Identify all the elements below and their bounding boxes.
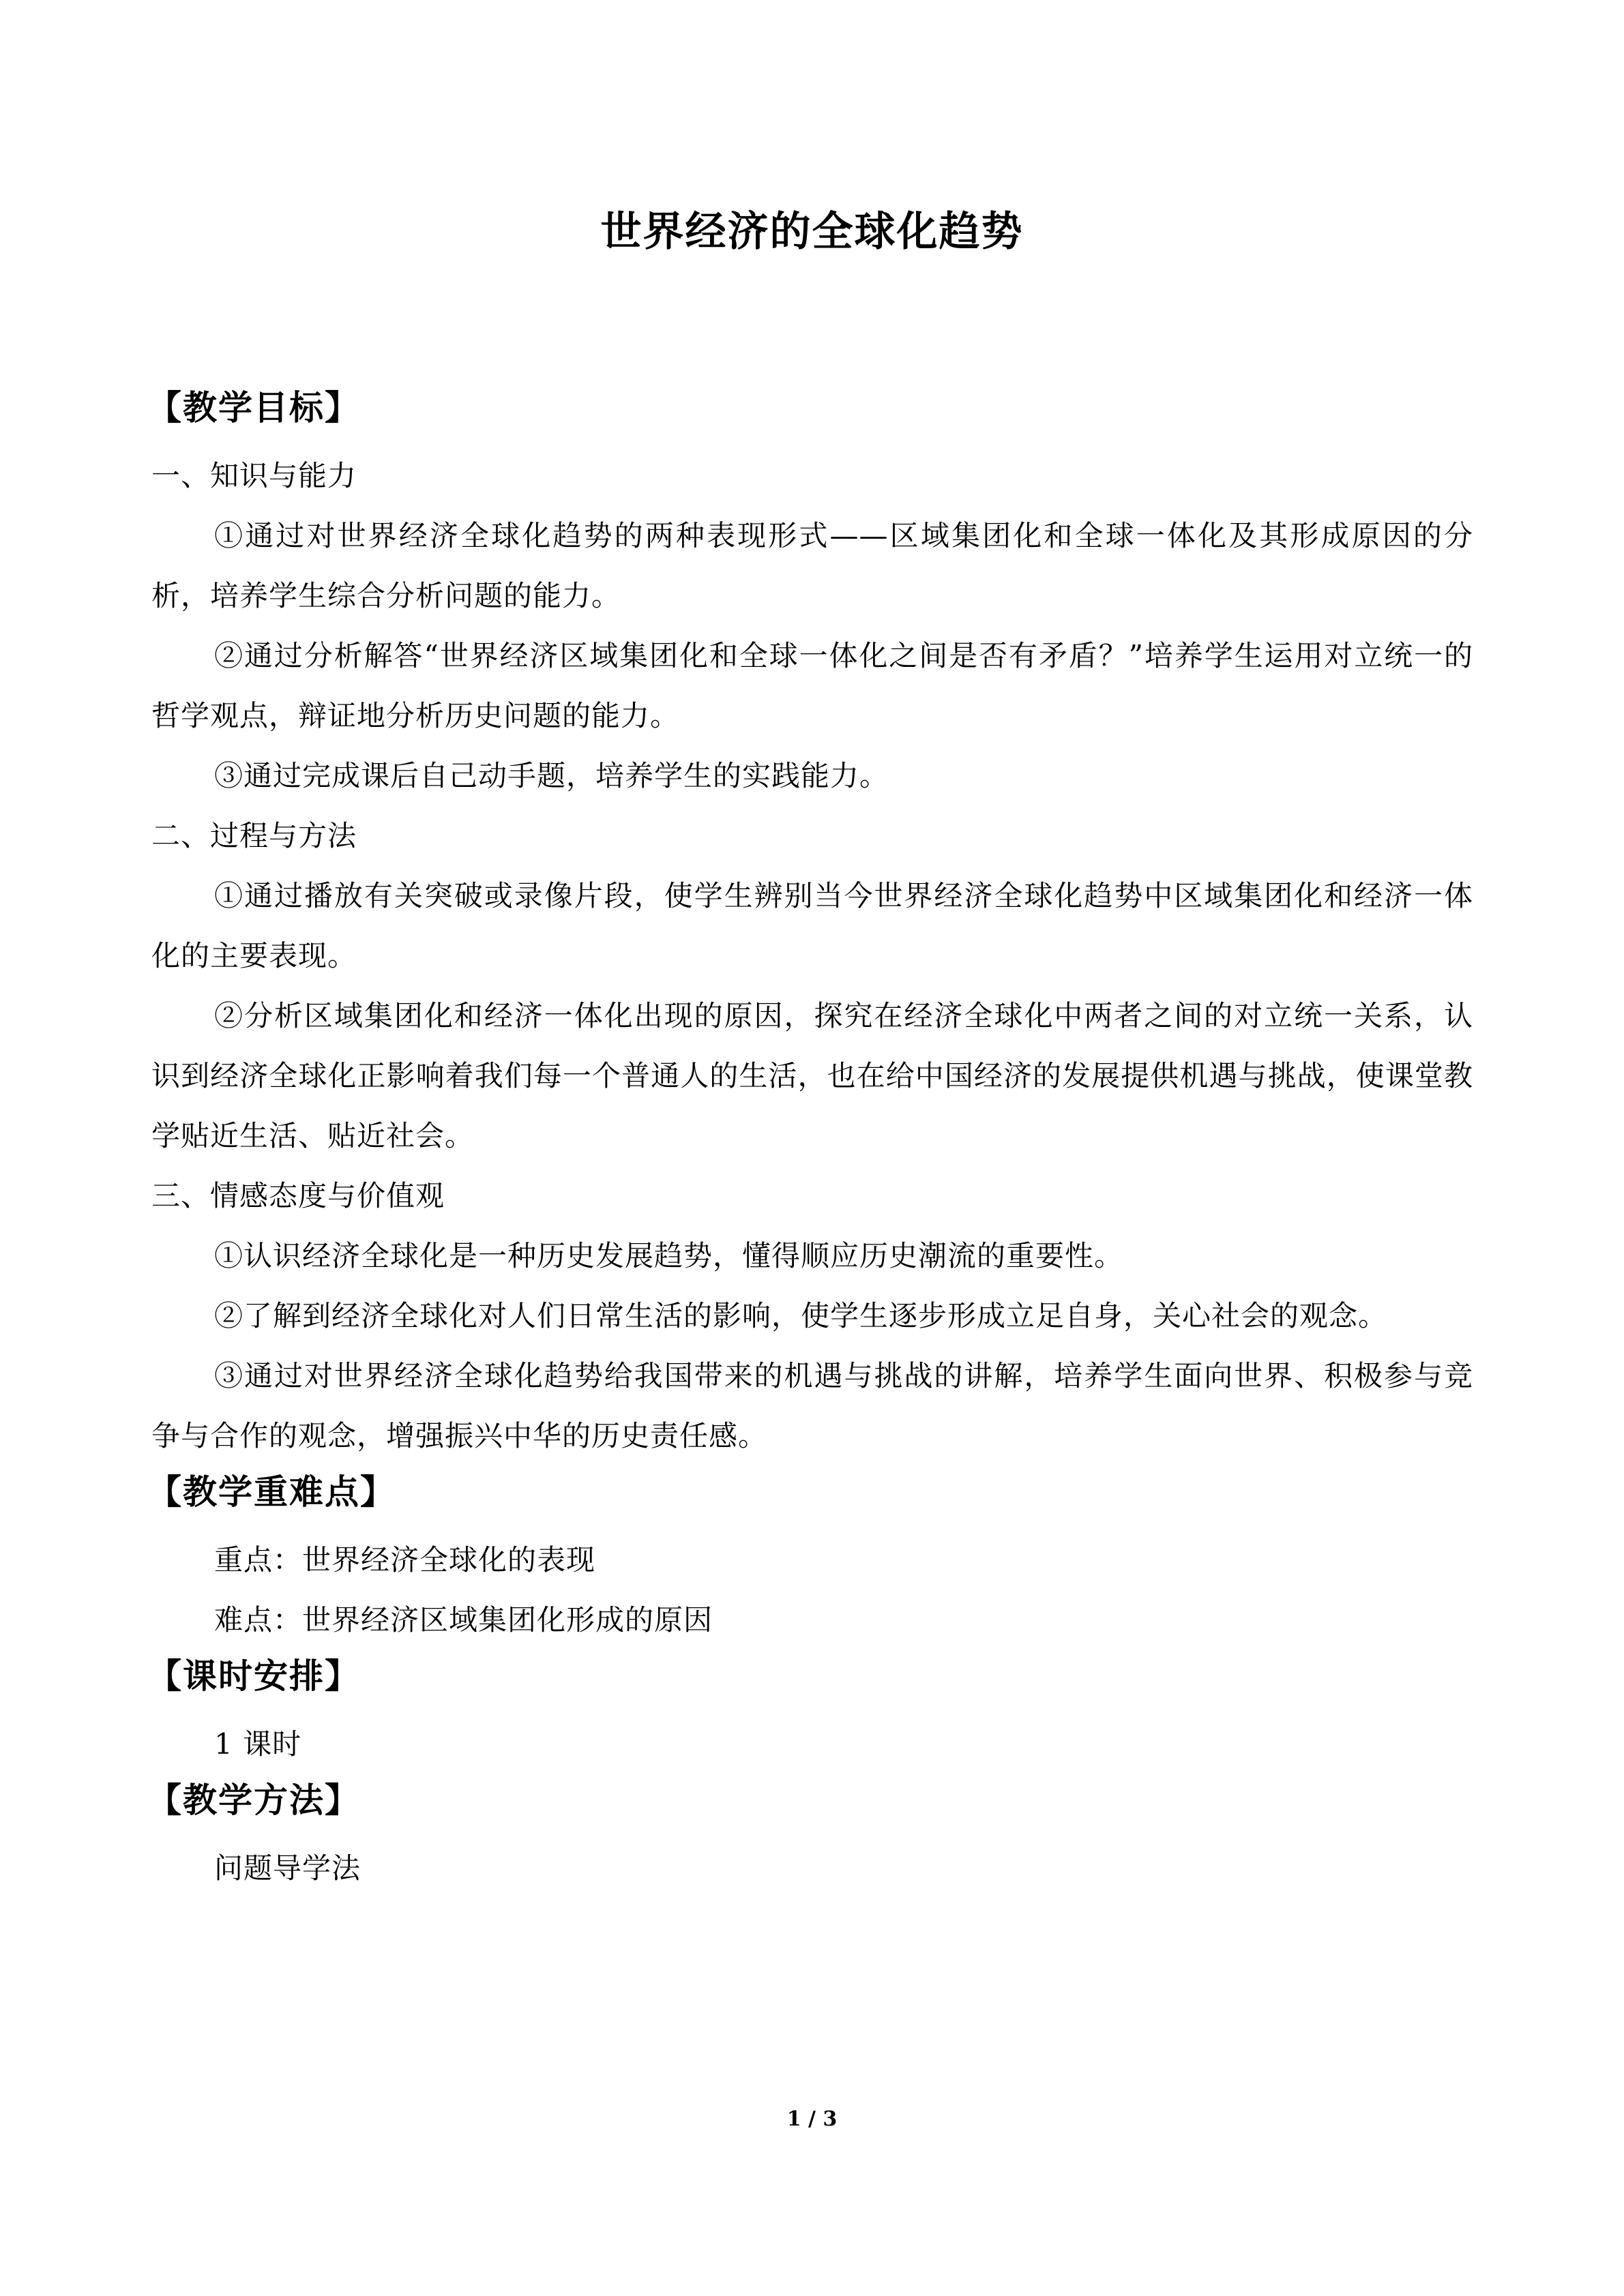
- method-value: 问题导学法: [214, 1851, 361, 1885]
- values-item: ②了解到经济全球化对人们日常生活的影响，使学生逐步形成立足自身，关心社会的观念。: [214, 1299, 1388, 1332]
- section-heading-method: 【教学方法】: [147, 1780, 360, 1820]
- knowledge-item: ①通过对世界经济全球化趋势的两种表现形式——区域集团化和全球一体化及其形成原因的分析，培养学生综合分析问题的能力。: [151, 519, 1473, 612]
- page-title: 世界经济的全球化趋势: [600, 208, 1024, 256]
- page-number: 1 / 3: [786, 2107, 838, 2131]
- subheading-knowledge: 一、知识与能力: [151, 459, 357, 492]
- process-item: ②分析区域集团化和经济一体化出现的原因，探究在经济全球化中两者之间的对立统一关系，认识到经济全球化正影响着我们每一个普通人的生活，也在给中国经济的发展提供机遇与挑战，使课堂教学贴近生活、贴近社会。: [151, 999, 1473, 1152]
- key-point-difficulty: 难点：世界经济区域集团化形成的原因: [214, 1603, 713, 1637]
- values-item: ③通过对世界经济全球化趋势给我国带来的机遇与挑战的讲解，培养学生面向世界、积极参与竞争与合作的观念，增强振兴中华的历史责任感。: [151, 1359, 1473, 1452]
- section-heading-key-points: 【教学重难点】: [147, 1472, 396, 1512]
- knowledge-item: ③通过完成课后自己动手题，培养学生的实践能力。: [214, 759, 889, 792]
- process-item: ①通过播放有关突破或录像片段，使学生辨别当今世界经济全球化趋势中区域集团化和经济一体化的主要表现。: [151, 879, 1473, 972]
- schedule-value: 1 课时: [214, 1727, 302, 1761]
- section-heading-schedule: 【课时安排】: [147, 1656, 360, 1696]
- knowledge-item: ②通过分析解答“世界经济区域集团化和全球一体化之间是否有矛盾？”培养学生运用对立统一的哲学观点，辩证地分析历史问题的能力。: [151, 639, 1473, 732]
- subheading-process: 二、过程与方法: [151, 819, 357, 852]
- subheading-values: 三、情感态度与价值观: [151, 1179, 445, 1212]
- document-body: [147, 382, 1473, 1898]
- values-item: ①认识经济全球化是一种历史发展趋势，懂得顺应历史潮流的重要性。: [214, 1239, 1124, 1272]
- key-point-focus: 重点：世界经济全球化的表现: [214, 1543, 596, 1577]
- section-heading-objectives: 【教学目标】: [147, 388, 360, 428]
